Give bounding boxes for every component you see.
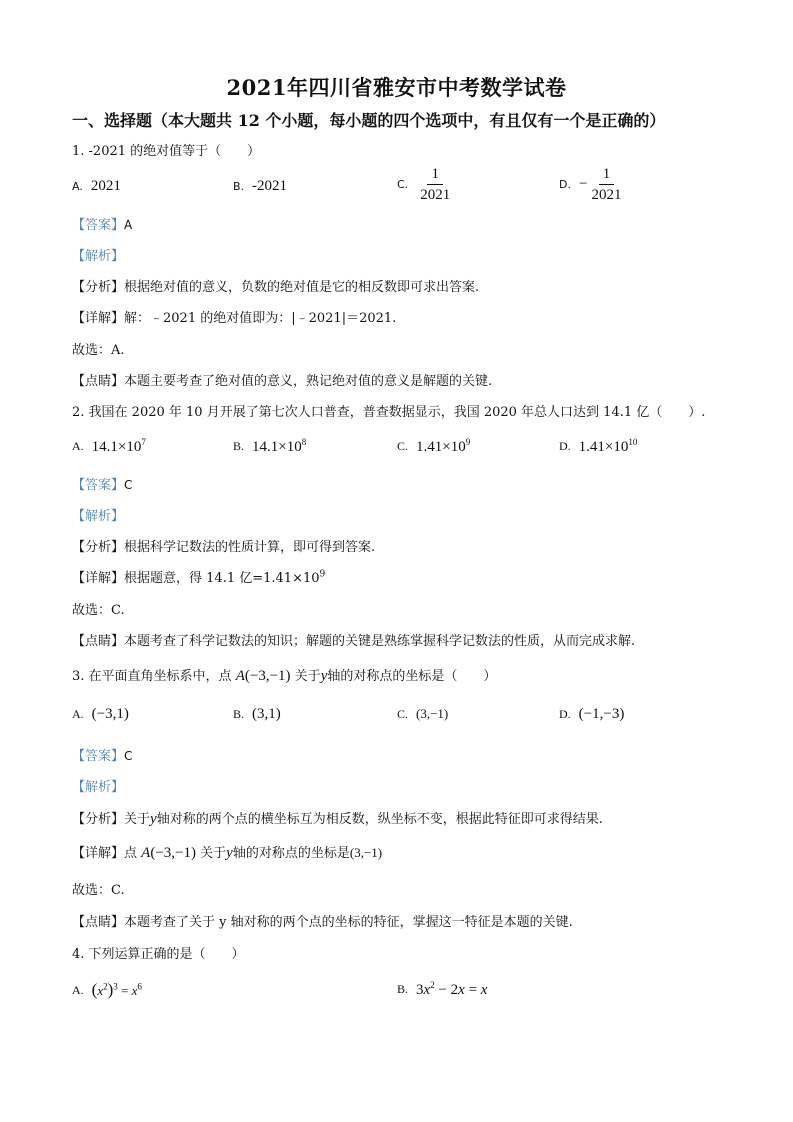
q4-option-a: [72, 980, 142, 1000]
q2-detail: [72, 567, 325, 586]
q1-analysis: [72, 276, 479, 295]
answer-label: 【答案】: [72, 749, 125, 764]
point-a: A(−3,−1): [235, 668, 291, 684]
analysis-label: 【分析】: [72, 540, 125, 555]
detail-exponent: 9: [319, 569, 326, 580]
option-label: C.: [397, 178, 409, 191]
option-value: -2021: [252, 178, 288, 194]
q2-option-a: [72, 437, 146, 456]
q4-stem: 4. 下列运算正确的是（ ）: [72, 947, 245, 962]
q1-option-b: [233, 178, 287, 195]
minus-sign: −: [578, 176, 588, 192]
detail-text: 解：﹣2021 的绝对值即为：|﹣2021|＝2021.: [124, 311, 397, 326]
option-label: B.: [233, 707, 245, 721]
denominator: 2021: [591, 187, 622, 203]
q1-answer: [72, 214, 132, 233]
detail-label: 【详解】: [72, 846, 125, 861]
option-label: B.: [233, 439, 245, 453]
option-value: 2021: [90, 178, 121, 194]
q3-option-a: [72, 706, 129, 723]
q2-option-c: [397, 437, 470, 456]
q2-comment: [72, 630, 635, 649]
numerator: 1: [599, 166, 615, 185]
analysis-label: 【分析】: [72, 812, 125, 827]
fraction: [587, 166, 625, 203]
q3-option-b: [233, 706, 281, 723]
q3-answer: [72, 745, 132, 764]
page-title: 2021年四川省雅安市中考数学试卷: [226, 75, 567, 100]
q1-stem: 1. -2021 的绝对值等于（ ）: [72, 144, 261, 159]
option-label: C.: [397, 439, 409, 453]
q3-comment: [72, 911, 573, 930]
option-value: $1.41\times 10^{10}$: [578, 437, 638, 455]
option-value: $3x^2 - 2x = x$: [416, 980, 488, 998]
q3-detail: 【详解】点 A(−3,−1) 关于y轴的对称点的坐标是(3,−1): [72, 845, 383, 861]
q2-choice: 故选：C.: [72, 603, 125, 618]
q4-option-b: [397, 980, 487, 999]
option-value: $1.41\times 10^9$: [416, 437, 471, 455]
q3-option-c: [397, 706, 448, 722]
q3-analysis: 【分析】关于y轴对称的两个点的横坐标互为相反数，纵坐标不变，根据此特征即可求得结果.: [72, 811, 603, 827]
denominator: 2021: [420, 187, 451, 203]
comment-label: 【点睛】: [72, 915, 125, 930]
option-value: $(x^2)^3 = x^6$: [91, 980, 142, 999]
q2-answer: [72, 474, 132, 493]
q3-choice: 故选：C.: [72, 883, 125, 898]
option-label: B.: [397, 982, 409, 996]
answer-value: C: [124, 749, 133, 763]
q3-analysis-header: 【解析】: [72, 780, 125, 795]
fraction: [416, 166, 454, 203]
option-value: (−1,−3): [578, 706, 625, 722]
q1-option-c: [397, 166, 454, 203]
option-value: (3,−1): [416, 706, 449, 721]
option-label: B.: [233, 180, 245, 193]
q3-stem: 3. 在平面直角坐标系中，点 A(−3,−1) 关于y轴的对称点的坐标是（ ）: [72, 668, 497, 684]
option-value: $14.1\times 10^7$: [91, 437, 146, 455]
option-label: A.: [72, 439, 84, 453]
q2-analysis-header: 【解析】: [72, 509, 125, 524]
comment-label: 【点睛】: [72, 374, 125, 389]
detail-label: 【详解】: [72, 571, 125, 586]
q2-analysis: [72, 536, 375, 555]
q2-stem: 2. 我国在 2020 年 10 月开展了第七次人口普查，普查数据显示，我国 2020 年总人口达到 14.1 亿（ ）.: [72, 405, 706, 420]
answer-label: 【答案】: [72, 218, 125, 233]
q1-analysis-header: 【解析】: [72, 249, 125, 264]
option-label: A.: [72, 180, 83, 193]
comment-text: 本题考查了关于 y 轴对称的两个点的坐标的特征，掌握这一特征是本题的关键.: [124, 915, 573, 930]
analysis-label: 【分析】: [72, 280, 125, 295]
comment-text: 本题主要考查了绝对值的意义，熟记绝对值的意义是解题的关键.: [124, 374, 493, 389]
section-heading: 一、选择题（本大题共 12 个小题，每小题的四个选项中，有且仅有一个是正确的）: [72, 111, 666, 130]
answer-value: A: [124, 218, 133, 232]
answer-label: 【答案】: [72, 478, 125, 493]
comment-label: 【点睛】: [72, 634, 125, 649]
detail-label: 【详解】: [72, 311, 125, 326]
q1-choice: 故选：A.: [72, 343, 125, 358]
option-label: D.: [559, 178, 571, 191]
option-label: D.: [559, 439, 571, 453]
option-label: A.: [72, 707, 84, 721]
q2-option-b: [233, 437, 306, 456]
analysis-text: 根据科学记数法的性质计算，即可得到答案.: [124, 540, 376, 555]
q1-option-d: [559, 166, 625, 203]
q1-option-a: [72, 178, 121, 195]
comment-text: 本题考查了科学记数法的知识；解题的关键是熟练掌握科学记数法的性质，从而完成求解.: [124, 634, 636, 649]
option-value: (−3,1): [91, 706, 129, 722]
analysis-text: 根据绝对值的意义，负数的绝对值是它的相反数即可求出答案.: [124, 280, 480, 295]
option-label: C.: [397, 706, 409, 721]
option-value: $14.1\times 10^8$: [252, 437, 307, 455]
option-label: D.: [559, 707, 571, 721]
answer-value: C: [124, 478, 133, 492]
option-label: A.: [72, 982, 84, 997]
q2-option-d: [559, 437, 637, 456]
q1-detail: [72, 307, 396, 326]
detail-text: 根据题意，得 14.1 亿=1.41×10: [124, 571, 320, 586]
option-value: (3,1): [252, 706, 281, 722]
numerator: 1: [427, 166, 443, 185]
q1-comment: [72, 370, 492, 389]
q3-option-d: [559, 706, 624, 723]
